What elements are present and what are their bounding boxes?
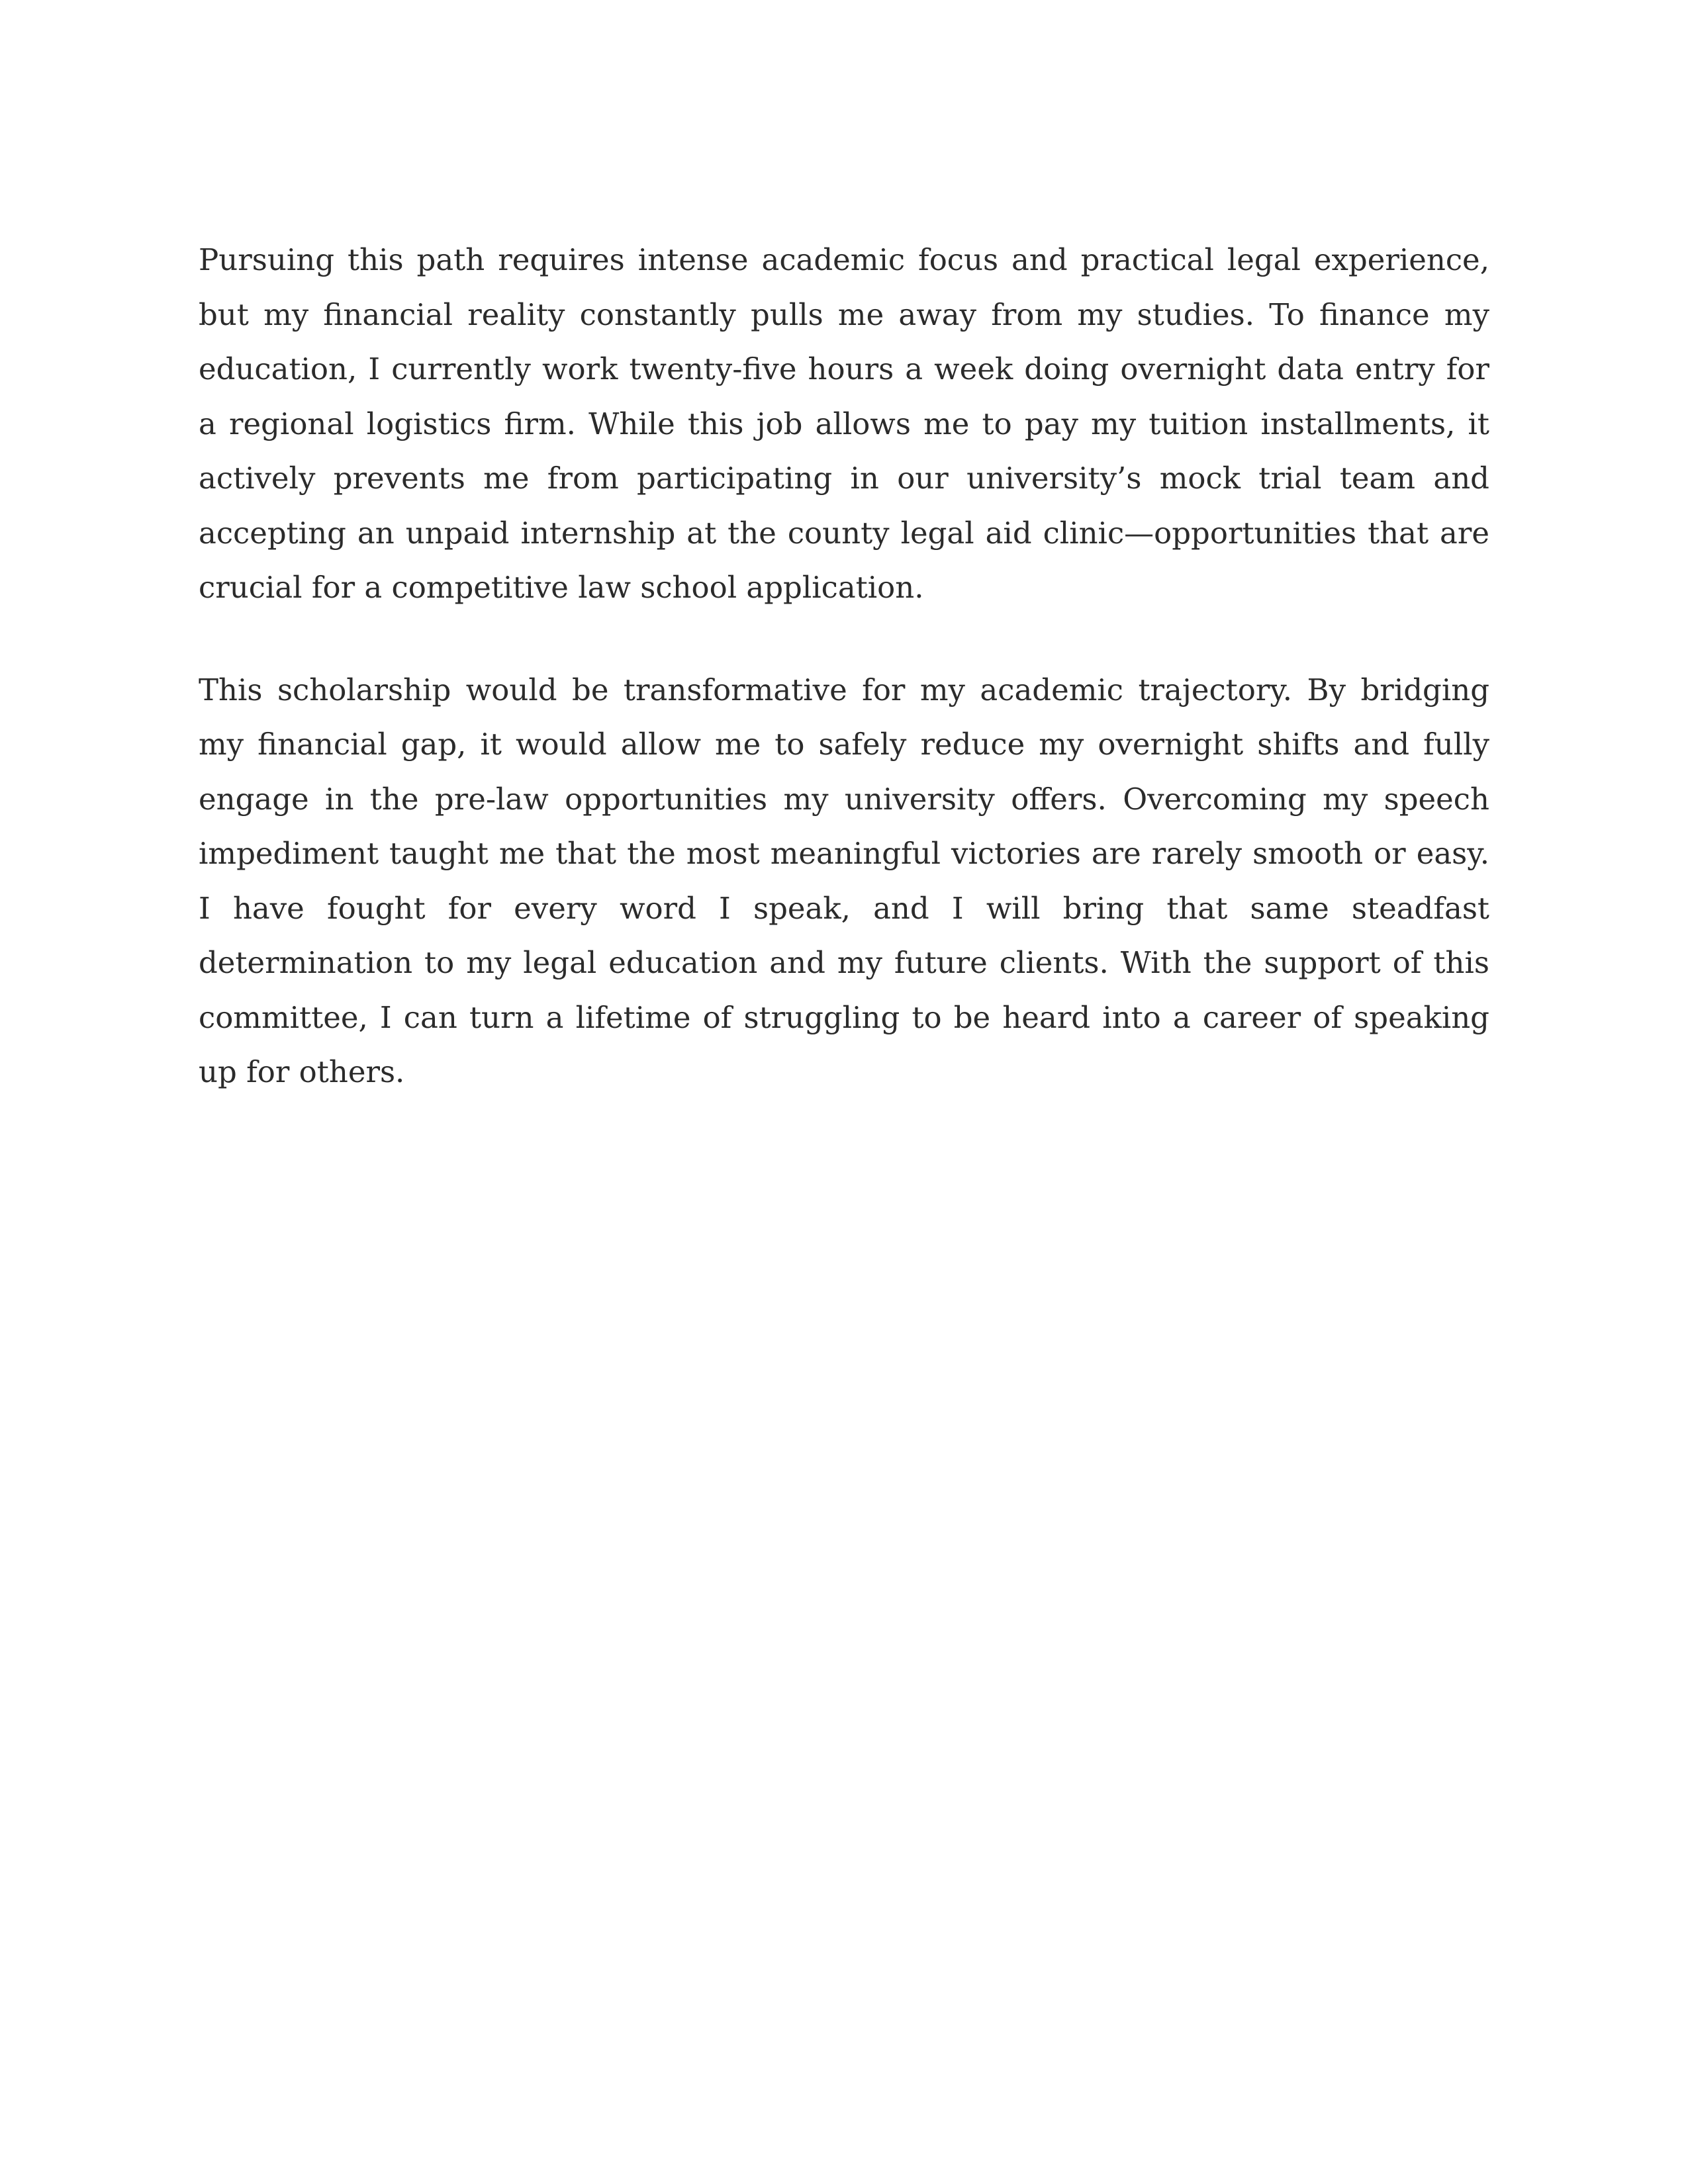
document-body	[199, 233, 1489, 1100]
paragraph-financial-reality: Pursuing this path requires intense academic focus and practical legal experience, but my financial reality constantly pulls me away from my studies. To finance my education, I currently work twenty-five hours a week doing overnight data entry for a regional logistics firm. While this job allows me to pay my tuition installments, it actively prevents me from participating in our university’s mock trial team and accepting an unpaid internship at the county legal aid clinic—opportunities that are crucial for a competitive law school application.	[199, 242, 1489, 605]
paragraph-scholarship-impact: This scholarship would be transformative for my academic trajectory. By bridging my financial gap, it would allow me to safely reduce my overnight shifts and fully engage in the pre-law opportunities my university offers. Overcoming my speech impediment taught me that the most meaningful victories are rarely smooth or easy. I have fought for every word I speak, and I will bring that same steadfast determination to my legal education and my future clients. With the support of this committee, I can turn a lifetime of struggling to be heard into a career of speaking up for others.	[199, 672, 1489, 1089]
